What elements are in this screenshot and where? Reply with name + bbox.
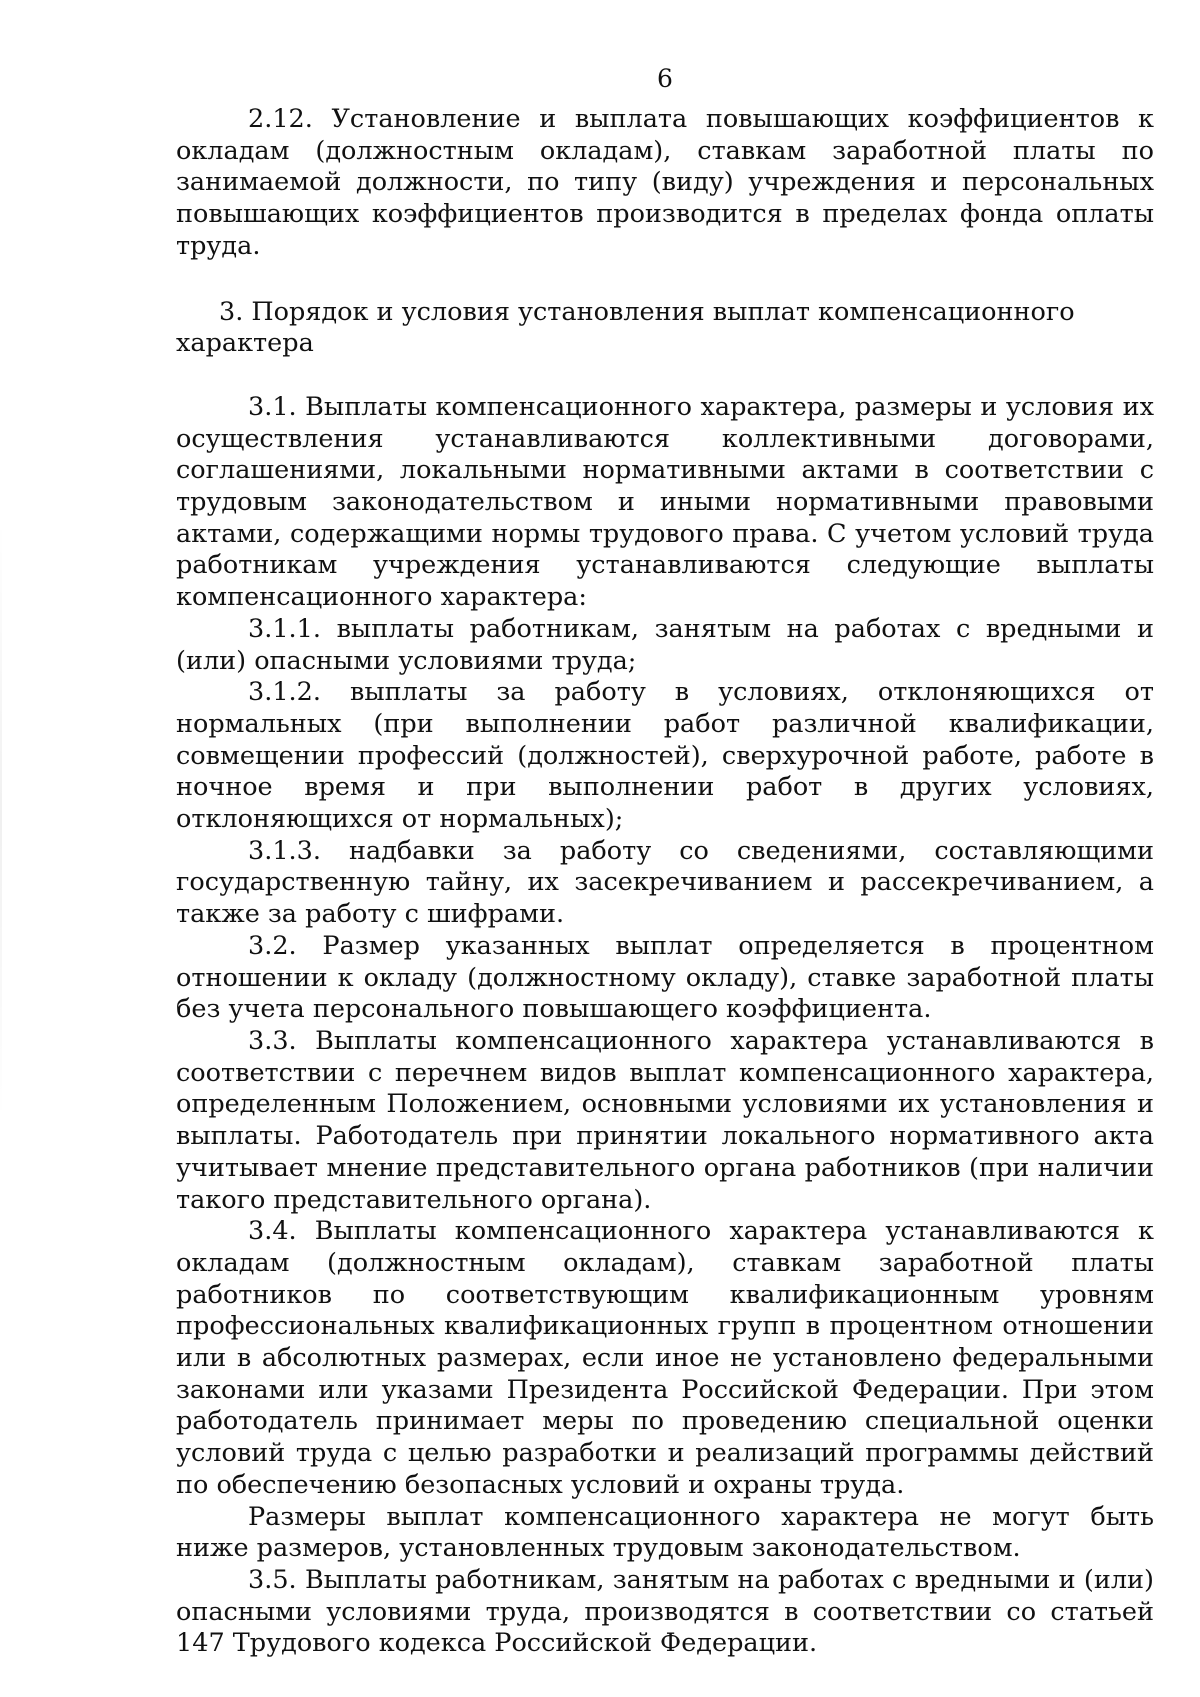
paragraph-3-4: 3.4. Выплаты компенсационного характера устанавливаются к окладам (должностным окладам), ставкам заработной платы работников по соответствующим квалификационным уровням профессиональных квалификационных групп в процентном отношении или в абсолютных размерах, если иное не установлено федеральными законами или указами Президента Российской Федерации. При этом работодатель принимает меры по проведению специальной оценки условий труда с целью разработки и реализаций программы действий по обеспечению безопасных условий и охраны труда. <box>176 1216 1154 1500</box>
paragraph-3-1: 3.1. Выплаты компенсационного характера, размеры и условия их осуществления устанавливаются коллективными договорами, соглашениями, локальными нормативными актами в соответствии с трудовым законодательством и иными нормативными правовыми актами, содержащими нормы трудового права. С учетом условий труда работникам учреждения устанавливаются следующие выплаты компенсационного характера: <box>176 391 1154 613</box>
section-heading-3: 3. Порядок и условия установления выплат компенсационного характера <box>176 296 1075 359</box>
paragraph-3-4-sizes: Размеры выплат компенсационного характера не могут быть ниже размеров, установленных трудовым законодательством. <box>176 1501 1154 1564</box>
paragraph-3-3: 3.3. Выплаты компенсационного характера устанавливаются в соответствии с перечнем видов выплат компенсационного характера, определенным Положением, основными условиями их установления и выплаты. Работодатель при принятии локального нормативного акта учитывает мнение представительного органа работников (при наличии такого представительного органа). <box>176 1025 1154 1215</box>
paragraph-3-1-3: 3.1.3. надбавки за работу со сведениями, составляющими государственную тайну, их засекречиванием и рассекречиванием, а также за работу с шифрами. <box>176 835 1154 930</box>
paragraph-3-2: 3.2. Размер указанных выплат определяется в процентном отношении к окладу (должностному окладу), ставке заработной платы без учета персонального повышающего коэффициента. <box>176 930 1154 1025</box>
paragraph-2-12: 2.12. Установление и выплата повышающих коэффициентов к окладам (должностным окладам), ставкам заработной платы по занимаемой должности, по типу (виду) учреждения и персональных повышающих коэффициентов производится в пределах фонда оплаты труда. <box>176 104 1154 261</box>
page-number: 6 <box>657 64 673 93</box>
scan-edge-mark <box>0 520 2 1120</box>
paragraph-3-1-1: 3.1.1. выплаты работникам, занятым на работах с вредными и (или) опасными условиями труда; <box>176 613 1154 676</box>
paragraph-3-1-2: 3.1.2. выплаты за работу в условиях, отклоняющихся от нормальных (при выполнении работ различной квалификации, совмещении профессий (должностей), сверхурочной работе, работе в ночное время и при выполнении работ в других условиях, отклоняющихся от нормальных); <box>176 677 1154 835</box>
paragraph-3-5: 3.5. Выплаты работникам, занятым на работах с вредными и (или) опасными условиями труда, производятся в соответствии со статьей 147 Трудового кодекса Российской Федерации. <box>176 1564 1154 1659</box>
document-body <box>176 104 1154 1660</box>
